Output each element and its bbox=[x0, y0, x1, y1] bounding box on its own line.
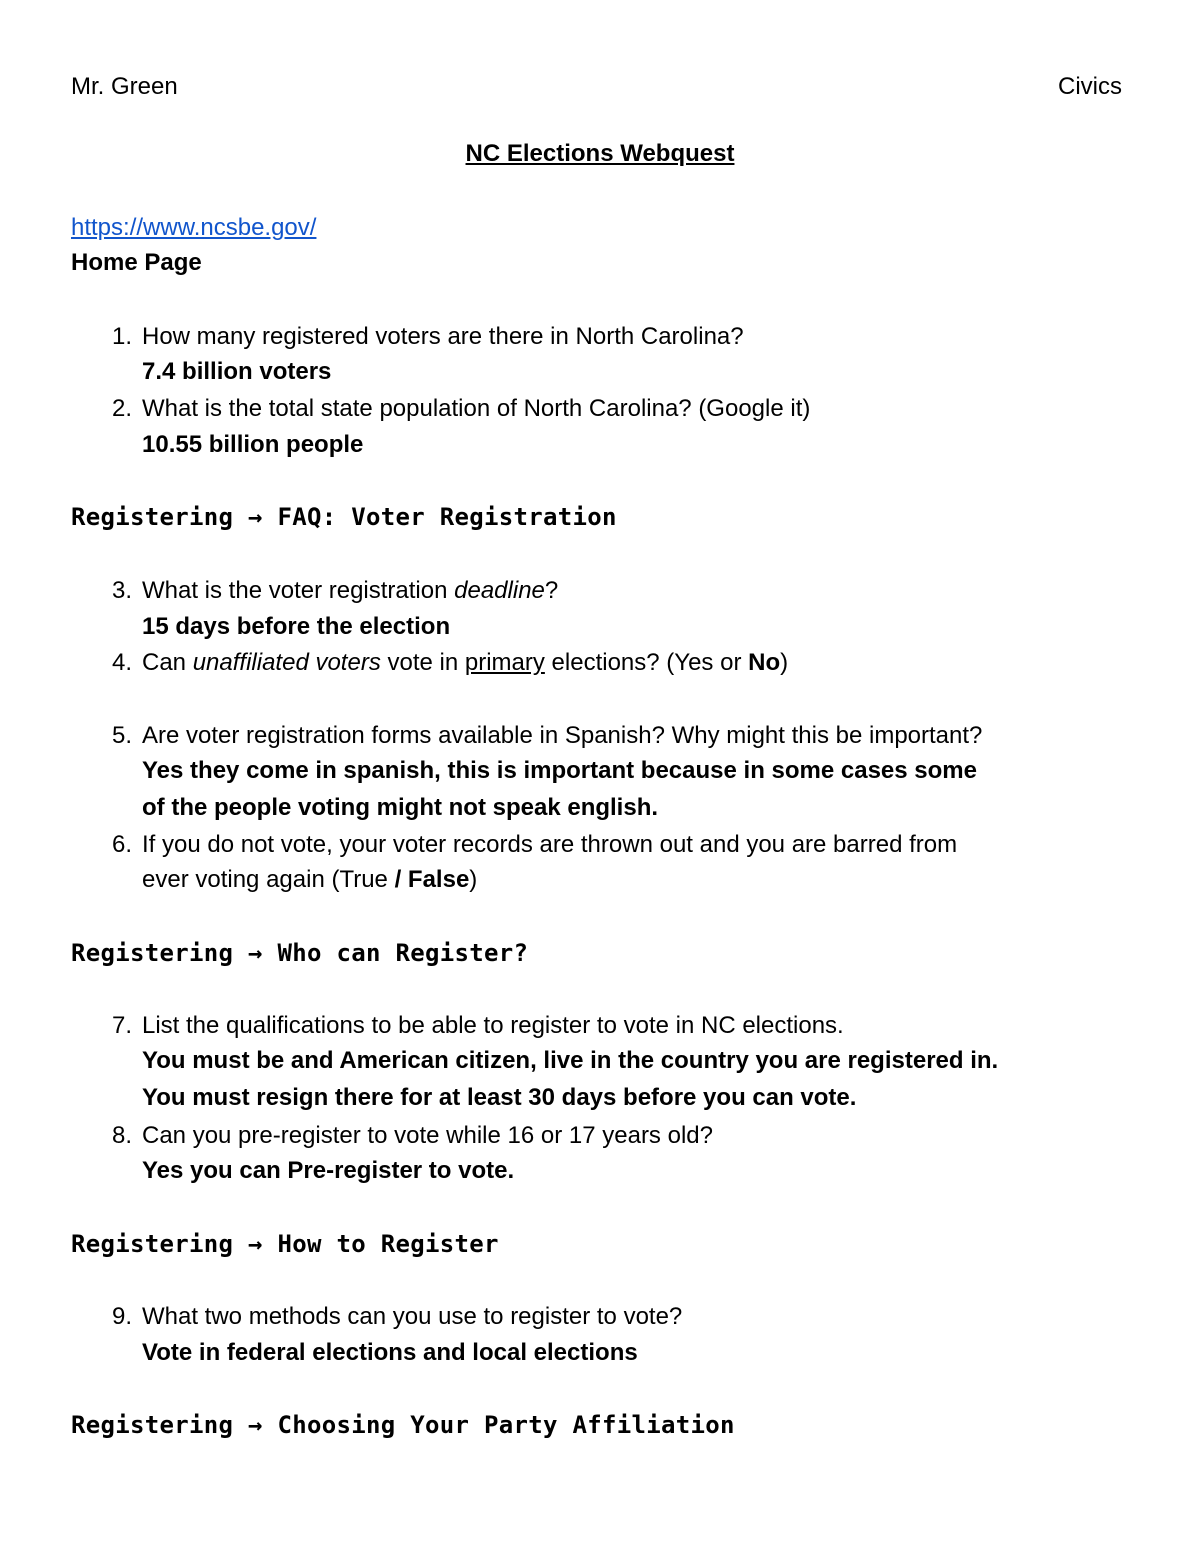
question-answer-line-1: Yes they come in spanish, this is important because in some cases some bbox=[142, 757, 977, 784]
section-heading-faq: Registering → FAQ: Voter Registration bbox=[71, 503, 617, 531]
question-text: List the qualifications to be able to register to vote in NC elections. bbox=[142, 1012, 844, 1039]
document-title: NC Elections Webquest bbox=[465, 140, 735, 167]
question-text: What two methods can you use to register to vote? bbox=[142, 1303, 683, 1330]
question-number: 1. bbox=[111, 323, 132, 350]
question-answer: 15 days before the election bbox=[142, 613, 451, 640]
selected-answer-false: / False bbox=[394, 866, 470, 893]
question-number: 8. bbox=[111, 1122, 132, 1149]
question-text: How many registered voters are there in North Carolina? bbox=[142, 323, 744, 350]
question-number: 4. bbox=[111, 649, 132, 676]
question-number: 5. bbox=[111, 722, 132, 749]
teacher-name: Mr. Green bbox=[71, 73, 178, 100]
question-answer: 7.4 billion voters bbox=[142, 358, 332, 385]
question-answer-line-2: You must resign there for at least 30 days before you can vote. bbox=[142, 1084, 857, 1111]
question-answer: Yes you can Pre-register to vote. bbox=[142, 1157, 515, 1184]
question-number: 9. bbox=[111, 1303, 132, 1330]
section-heading-party-affiliation: Registering → Choosing Your Party Affiliation bbox=[71, 1411, 735, 1439]
question-text: Can unaffiliated voters vote in primary elections? (Yes or No) bbox=[142, 649, 789, 676]
question-answer: 10.55 billion people bbox=[142, 431, 364, 458]
question-number: 7. bbox=[111, 1012, 132, 1039]
question-text: What is the voter registration deadline? bbox=[142, 577, 559, 604]
question-text-line-2: ever voting again (True / False) bbox=[142, 866, 478, 893]
page-header bbox=[71, 72, 1122, 102]
question-number: 3. bbox=[111, 577, 132, 604]
question-text: Can you pre-register to vote while 16 or 17 years old? bbox=[142, 1122, 713, 1149]
emphasis-primary: primary bbox=[464, 649, 545, 676]
question-number: 2. bbox=[111, 395, 132, 422]
question-answer-line-1: You must be and American citizen, live in the country you are registered in. bbox=[142, 1047, 999, 1074]
emphasis-deadline: deadline bbox=[454, 577, 545, 604]
question-answer: Vote in federal elections and local elections bbox=[142, 1339, 638, 1366]
ncsbe-link[interactable]: https://www.ncsbe.gov/ bbox=[71, 214, 317, 241]
question-text-line-1: If you do not vote, your voter records are thrown out and you are barred from bbox=[142, 831, 958, 858]
section-heading-how-to-register: Registering → How to Register bbox=[71, 1230, 499, 1258]
question-answer-line-2: of the people voting might not speak english. bbox=[142, 794, 659, 821]
course-name: Civics bbox=[1058, 73, 1122, 100]
selected-answer-no: No bbox=[748, 649, 781, 676]
question-number: 6. bbox=[111, 831, 132, 858]
emphasis-unaffiliated: unaffiliated voters bbox=[192, 649, 381, 676]
question-text: Are voter registration forms available in Spanish? Why might this be important? bbox=[142, 722, 983, 749]
home-page-label: Home Page bbox=[71, 249, 202, 276]
question-text: What is the total state population of North Carolina? (Google it) bbox=[142, 395, 811, 422]
section-heading-who-can-register: Registering → Who can Register? bbox=[71, 939, 529, 967]
